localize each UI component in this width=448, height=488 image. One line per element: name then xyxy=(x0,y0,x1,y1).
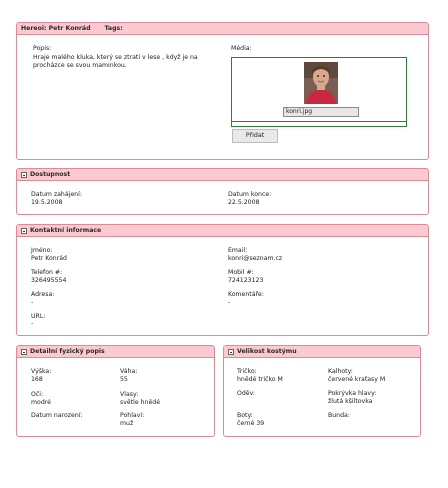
kostym-header[interactable] xyxy=(224,346,420,358)
add-media-button[interactable]: Přidat xyxy=(232,129,278,143)
url-label: URL: xyxy=(31,313,46,320)
media-gallery xyxy=(231,57,407,127)
dostupnost-header[interactable] xyxy=(17,169,428,181)
kostym-title: Velikost kostýmu xyxy=(237,348,297,355)
eyes-value: modré xyxy=(31,399,51,406)
tags-label: Tags: xyxy=(104,25,123,32)
media-scrollbar[interactable] xyxy=(232,121,406,126)
height-value: 168 xyxy=(31,376,43,383)
collapse-icon[interactable] xyxy=(21,172,27,178)
shirt-label: Tričko: xyxy=(237,368,257,375)
fyzicky-header[interactable] xyxy=(17,346,214,358)
comment-value: - xyxy=(228,299,231,306)
hair-label: Vlasy: xyxy=(120,391,139,398)
start-date-value: 19.5.2008 xyxy=(31,199,63,206)
dostupnost-title: Dostupnost xyxy=(30,171,71,178)
kontakt-title: Kontaktní informace xyxy=(30,227,102,234)
collapse-icon[interactable] xyxy=(21,349,27,355)
name-value: Petr Konrád xyxy=(31,255,67,262)
height-label: Výška: xyxy=(31,368,52,375)
shoes-value: černé 39 xyxy=(237,420,265,427)
birth-label: Datum narození: xyxy=(31,412,83,419)
mobile-label: Mobil #: xyxy=(228,269,254,276)
kontakt-header[interactable] xyxy=(17,225,428,237)
media-file-name[interactable]: konri.jpg xyxy=(283,107,359,117)
email-value: konri@seznam.cz xyxy=(228,255,283,262)
hero-panel-header xyxy=(17,23,428,35)
comment-label: Komentáře: xyxy=(228,291,264,298)
popis-text-line2: procházce se svou maminkou. xyxy=(33,62,127,69)
profile-photo[interactable] xyxy=(304,62,338,104)
email-label: Email: xyxy=(228,247,248,254)
media-label: Média: xyxy=(231,45,252,52)
pants-label: Kalhoty: xyxy=(328,368,353,375)
phone-label: Telefon #: xyxy=(31,269,63,276)
collapse-icon[interactable] xyxy=(21,228,27,234)
pants-value: červené kraťasy M xyxy=(328,376,386,383)
collapse-icon[interactable] xyxy=(228,349,234,355)
clothing-label: Oděv: xyxy=(237,390,256,397)
weight-label: Váha: xyxy=(120,368,138,375)
gender-label: Pohlaví: xyxy=(120,412,145,419)
hero-label: Hereoi: Petr Konrád xyxy=(21,25,91,32)
url-value: - xyxy=(31,320,34,327)
name-label: Jméno: xyxy=(31,247,53,254)
hat-label: Pokrývka hlavy: xyxy=(328,390,377,397)
jacket-label: Bunda: xyxy=(328,412,350,419)
kostym-panel xyxy=(223,345,421,437)
popis-label: Popis: xyxy=(33,45,52,52)
address-label: Adresa: xyxy=(31,291,55,298)
address-value: - xyxy=(31,299,34,306)
hat-value: žlutá kšiltovka xyxy=(328,398,373,405)
mobile-value: 724123123 xyxy=(228,277,264,284)
fyzicky-panel xyxy=(16,345,215,437)
weight-value: 55 xyxy=(120,376,128,383)
hair-value: světle hnědé xyxy=(120,399,160,406)
shoes-label: Boty: xyxy=(237,412,253,419)
end-date-value: 22.5.2008 xyxy=(228,199,260,206)
eyes-label: Oči: xyxy=(31,391,44,398)
dostupnost-panel xyxy=(16,168,429,215)
start-date-label: Datum zahájení: xyxy=(31,191,82,198)
popis-text-line1: Hraje malého kluka, který se ztratí v lese , když je na xyxy=(33,54,198,61)
fyzicky-title: Detailní fyzický popis xyxy=(30,348,105,355)
phone-value: 326495554 xyxy=(31,277,67,284)
hero-panel xyxy=(16,22,429,160)
shirt-value: hnědé tričko M xyxy=(237,376,283,383)
end-date-label: Datum konce: xyxy=(228,191,272,198)
kontakt-panel xyxy=(16,224,429,336)
gender-value: muž xyxy=(120,420,134,427)
